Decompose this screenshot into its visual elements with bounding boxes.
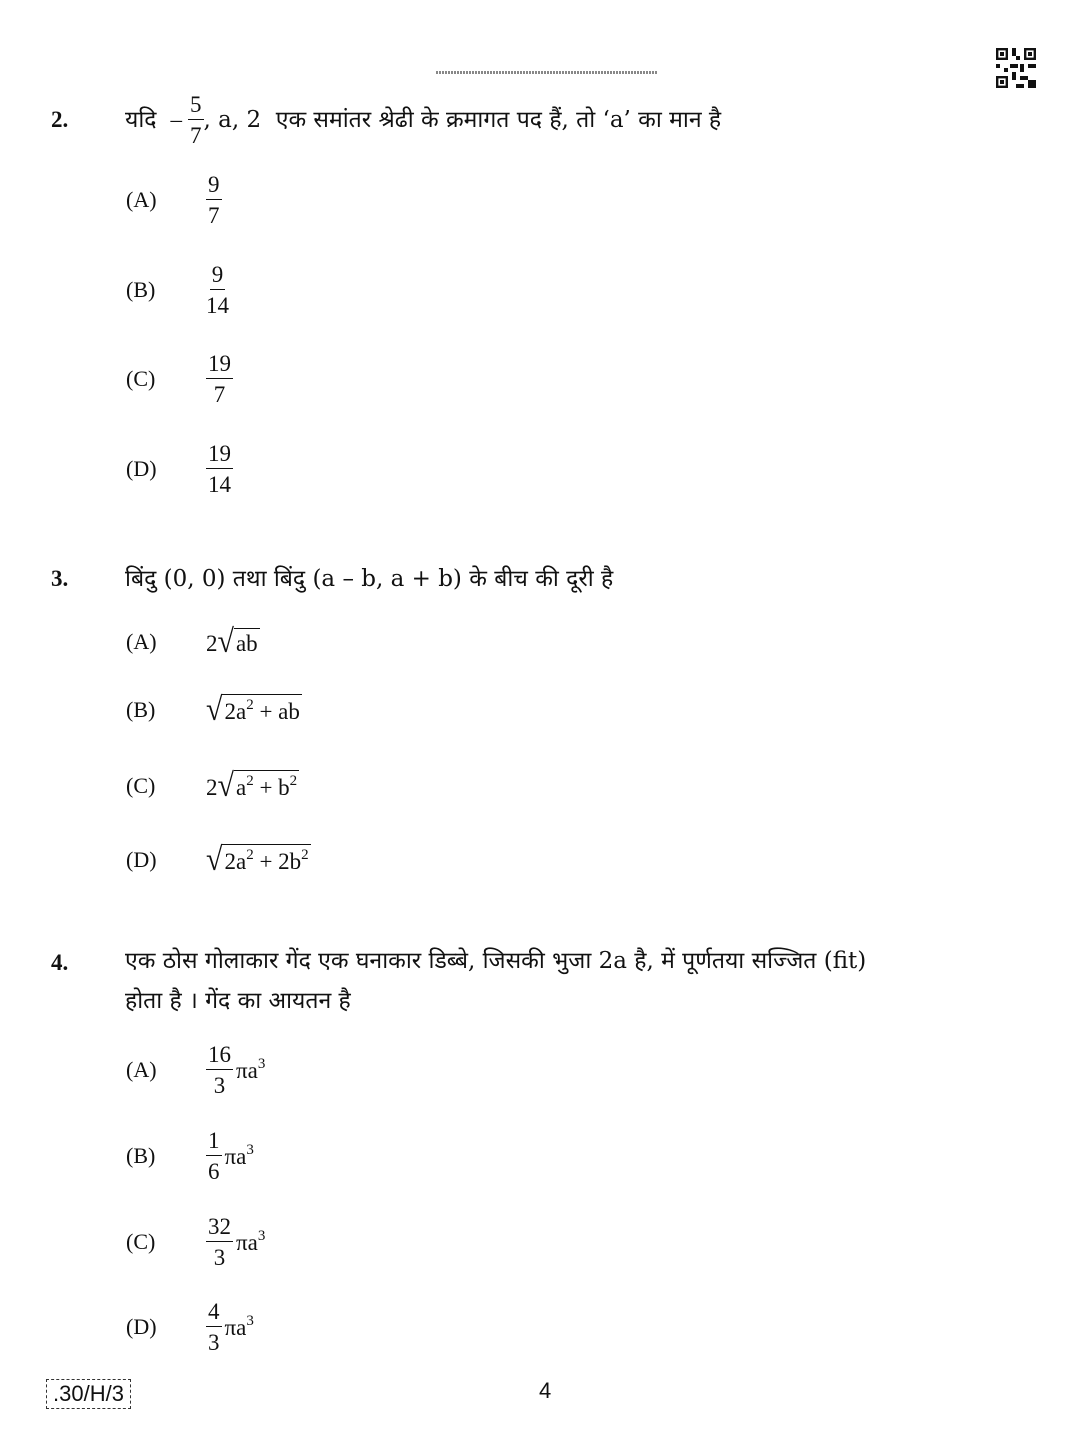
fraction-denominator: 14 [208, 472, 231, 497]
option-fraction [206, 1129, 222, 1183]
fraction-denominator: 7 [190, 123, 202, 148]
question-text [125, 93, 721, 147]
fraction-denominator: 7 [213, 382, 226, 407]
option-a [126, 173, 222, 227]
radicand: $2a^2$ + ab [222, 694, 301, 725]
question-number: 4. [51, 950, 69, 975]
square-root: √ ab [217, 623, 258, 660]
option-b [126, 263, 229, 317]
square-root: √ $2a^2 + 2b^2$ [206, 841, 309, 878]
option-label: (C) [126, 1229, 156, 1254]
question-number: 2. [51, 107, 69, 132]
fraction-denominator: 6 [208, 1159, 220, 1184]
option-label: (D) [126, 456, 157, 481]
fraction-denominator: 7 [208, 203, 220, 228]
fraction-denominator: 3 [213, 1073, 226, 1098]
option-label: (B) [126, 1143, 156, 1168]
option-label: (A) [126, 629, 157, 654]
question-text-post: , a, 2 एक समांतर श्रेढी के क्रमागत पद हैं, तो ‘a’ का मान है [203, 107, 722, 133]
option-c [126, 767, 299, 804]
option-expression [206, 623, 260, 660]
radicand: $a^2 + b^2$ [234, 770, 299, 801]
fraction-numerator: 19 [206, 442, 233, 469]
option-d [126, 1300, 254, 1354]
option-label: (A) [126, 1057, 157, 1082]
fraction-numerator: 16 [206, 1043, 233, 1070]
fraction [188, 93, 204, 147]
coefficient: 2 [206, 631, 218, 656]
option-suffix: $\pi a^3$ [224, 1142, 254, 1169]
fraction-denominator: 3 [208, 1330, 220, 1355]
option-b [126, 691, 302, 728]
option-expression [206, 841, 311, 878]
option-a [126, 623, 260, 660]
coefficient: 2 [206, 775, 218, 800]
question-text-line1: एक ठोस गोलाकार गेंद एक घनाकार डिब्बे, जिसकी भुजा 2a है, में पूर्णतया सज्जित (fit) [125, 948, 867, 974]
option-label: (B) [126, 696, 156, 722]
option-d [126, 442, 233, 496]
option-c [126, 352, 233, 406]
question-number: 3. [51, 566, 69, 591]
micro-text-strip [436, 71, 658, 74]
option-label: (D) [126, 846, 157, 872]
question-text-line2: होता है । गेंद का आयतन है [125, 988, 351, 1014]
option-expression [206, 767, 299, 804]
page-number: 4 [539, 1378, 552, 1403]
fraction-numerator: 5 [188, 93, 204, 120]
option-fraction [206, 1215, 233, 1269]
qr-code-icon [996, 48, 1036, 88]
option-d [126, 841, 311, 878]
option-fraction [206, 442, 233, 496]
option-label: (C) [126, 366, 156, 391]
minus-sign: – [170, 107, 183, 132]
option-expression [206, 691, 302, 728]
fraction-numerator: 1 [206, 1129, 222, 1156]
question-text-pre: यदि [125, 107, 157, 133]
option-fraction [206, 263, 229, 317]
square-root: √ $2a^2$ + ab [206, 691, 300, 728]
option-label: (A) [126, 187, 157, 212]
fraction-numerator: 9 [210, 263, 226, 290]
option-suffix: $\pi a^3$ [236, 1228, 266, 1255]
question-text: बिंदु (0, 0) तथा बिंदु (a – b, a + b) के बीच की दूरी है [125, 566, 614, 592]
radicand: ab [234, 628, 260, 657]
option-fraction [206, 1043, 233, 1097]
paper-code: .30/H/3 [46, 1379, 131, 1409]
fraction-denominator: 14 [206, 293, 229, 318]
option-fraction [206, 1300, 222, 1354]
option-label: (D) [126, 1314, 157, 1339]
option-a [126, 1043, 265, 1097]
fraction-numerator: 19 [206, 352, 233, 379]
option-fraction [206, 173, 222, 227]
option-suffix: $\pi a^3$ [236, 1056, 266, 1083]
option-b [126, 1129, 254, 1183]
radicand: $2a^2 + 2b^2$ [222, 844, 310, 875]
option-c [126, 1215, 265, 1269]
option-suffix: $\pi a^3$ [224, 1313, 254, 1340]
fraction-denominator: 3 [213, 1245, 226, 1270]
fraction-numerator: 9 [206, 173, 222, 200]
option-fraction [206, 352, 233, 406]
fraction-numerator: 4 [206, 1300, 222, 1327]
option-label: (C) [126, 772, 156, 798]
fraction-numerator: 32 [206, 1215, 233, 1242]
option-label: (B) [126, 277, 156, 302]
square-root: √ $a^2 + b^2$ [217, 767, 298, 804]
